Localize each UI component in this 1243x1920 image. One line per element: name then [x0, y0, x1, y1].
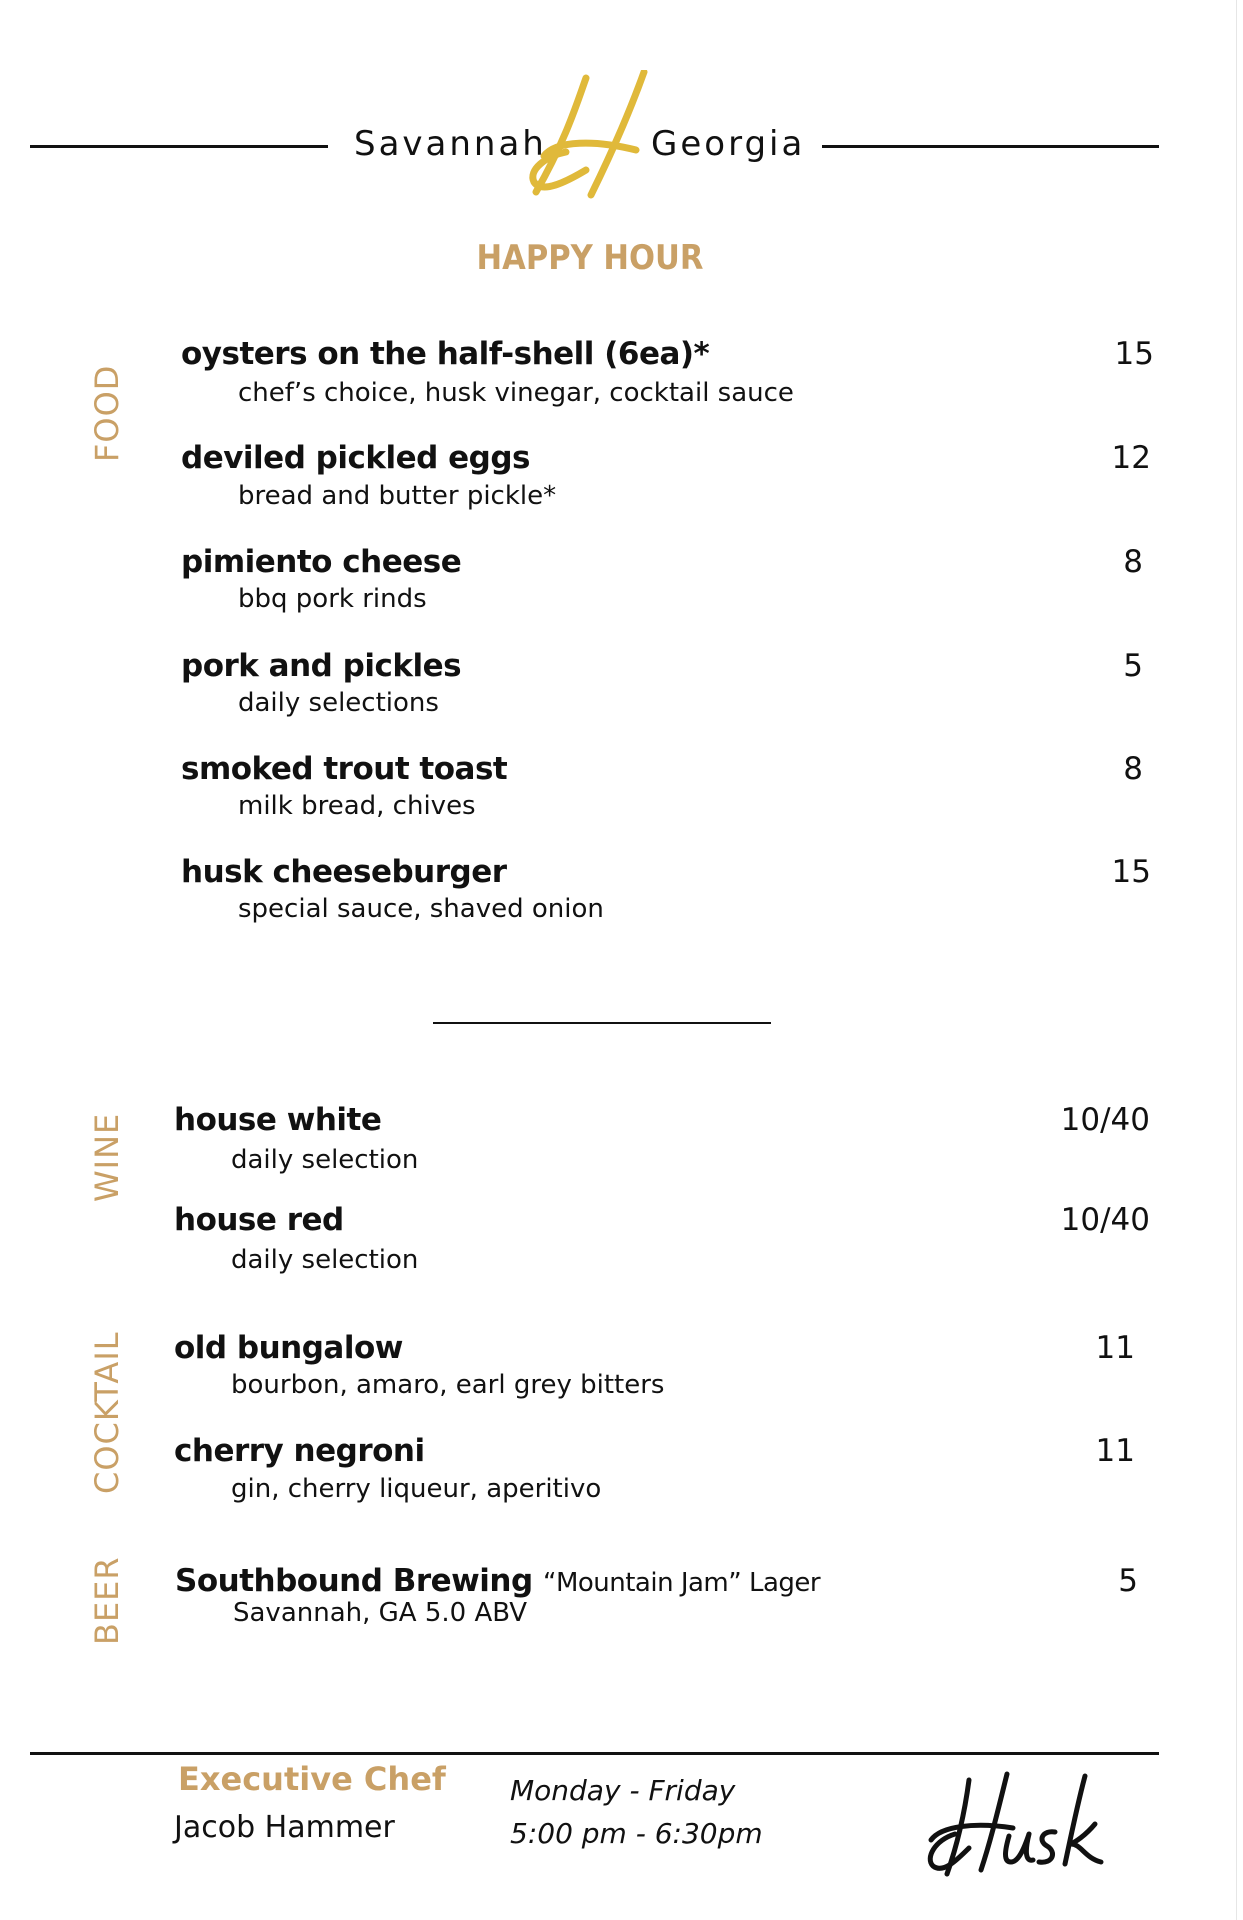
beer-style: “Mountain Jam” Lager [542, 1568, 821, 1598]
food-item-price: 5 [1123, 648, 1143, 684]
section-divider [433, 1022, 771, 1024]
cocktail-item-name: cherry negroni [174, 1433, 425, 1469]
food-item-desc: bbq pork rinds [238, 584, 427, 614]
chef-name: Jacob Hammer [174, 1810, 395, 1845]
wine-item-price: 10/40 [1060, 1102, 1150, 1138]
husk-script-logo [925, 1770, 1125, 1880]
page-edge [1236, 0, 1237, 1920]
food-item-price: 15 [1114, 336, 1154, 372]
state-label: Georgia [651, 124, 806, 164]
beer-item-name [175, 1563, 820, 1599]
section-label-wine: WINE [88, 1112, 126, 1202]
wine-item-desc: daily selection [231, 1145, 419, 1175]
cocktail-item-price: 11 [1095, 1433, 1135, 1469]
food-item-name: deviled pickled eggs [181, 440, 530, 476]
beer-brewery: Southbound Brewing [175, 1563, 533, 1599]
food-item-price: 8 [1123, 544, 1143, 580]
section-label-beer: BEER [88, 1556, 126, 1645]
hours-days: Monday - Friday [510, 1774, 736, 1807]
food-item-name: pimiento cheese [181, 544, 462, 580]
cocktail-item-price: 11 [1095, 1330, 1135, 1366]
cocktail-item-desc: gin, cherry liqueur, aperitivo [231, 1474, 602, 1504]
food-item-desc: milk bread, chives [238, 791, 476, 821]
header-rule-right [822, 145, 1159, 148]
city-label: Savannah [354, 124, 547, 164]
footer-rule [30, 1752, 1159, 1755]
cocktail-item-desc: bourbon, amaro, earl grey bitters [231, 1370, 665, 1400]
food-item-desc: special sauce, shaved onion [238, 894, 604, 924]
food-item-price: 8 [1123, 751, 1143, 787]
h-monogram-logo [526, 70, 656, 200]
section-label-cocktail: COCKTAIL [88, 1331, 126, 1494]
beer-item-price: 5 [1118, 1563, 1138, 1599]
wine-item-price: 10/40 [1060, 1202, 1150, 1238]
chef-title: Executive Chef [178, 1760, 446, 1798]
beer-item-desc: Savannah, GA 5.0 ABV [233, 1598, 528, 1628]
cocktail-item-name: old bungalow [174, 1330, 403, 1366]
section-label-food: FOOD [88, 364, 126, 462]
food-item-price: 15 [1111, 854, 1151, 890]
wine-item-name: house white [174, 1102, 382, 1138]
food-item-name: smoked trout toast [181, 751, 508, 787]
wine-item-desc: daily selection [231, 1245, 419, 1275]
food-item-name: husk cheeseburger [181, 854, 507, 890]
page-title: HAPPY HOUR [476, 238, 704, 278]
header-rule-left [30, 145, 328, 148]
food-item-desc: chef’s choice, husk vinegar, cocktail sauce [238, 378, 794, 408]
wine-item-name: house red [174, 1202, 344, 1238]
food-item-name: oysters on the half-shell (6ea)* [181, 336, 710, 372]
food-item-desc: daily selections [238, 688, 439, 718]
food-item-price: 12 [1111, 440, 1151, 476]
food-item-name: pork and pickles [181, 648, 462, 684]
hours-time: 5:00 pm - 6:30pm [510, 1817, 763, 1850]
food-item-desc: bread and butter pickle* [238, 481, 557, 511]
